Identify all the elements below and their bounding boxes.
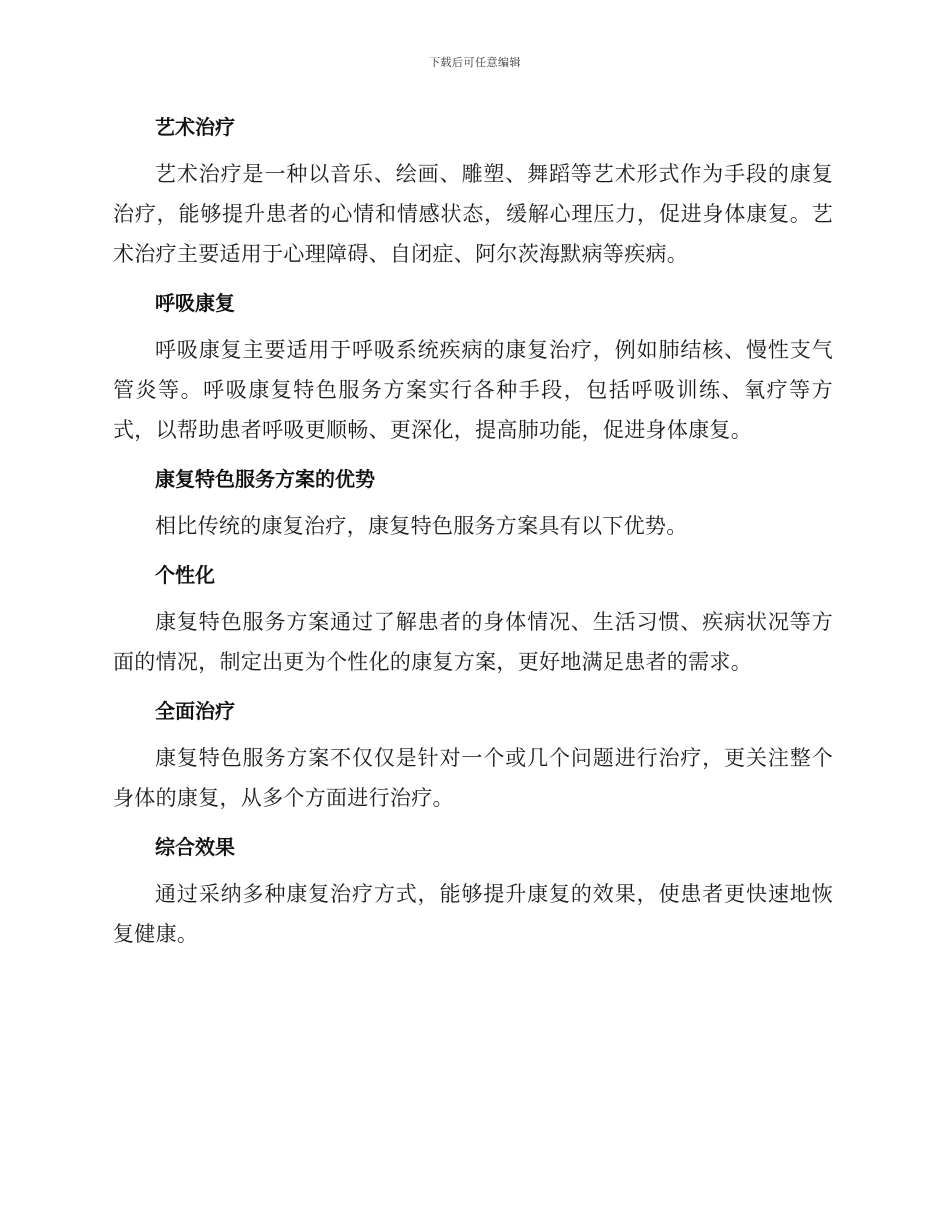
section-combined-effect	[113, 830, 833, 954]
section-heading: 个性化	[155, 563, 215, 587]
section-heading: 呼吸康复	[155, 291, 235, 315]
section-heading: 康复特色服务方案的优势	[155, 467, 375, 491]
section-paragraph: 康复特色服务方案不仅仅是针对一个或几个问题进行治疗，更关注整个身体的康复，从多个方面进行治疗。	[113, 746, 833, 810]
section-heading: 艺术治疗	[155, 115, 235, 139]
document-body	[113, 110, 833, 966]
section-advantages	[113, 462, 833, 546]
section-comprehensive-treatment	[113, 694, 833, 818]
section-respiratory-rehab	[113, 286, 833, 450]
section-paragraph: 通过采纳多种康复治疗方式，能够提升康复的效果，使患者更快速地恢复健康。	[113, 882, 833, 946]
section-personalization	[113, 558, 833, 682]
section-heading: 综合效果	[155, 835, 235, 859]
section-paragraph: 相比传统的康复治疗，康复特色服务方案具有以下优势。	[155, 514, 688, 538]
section-art-therapy	[113, 110, 833, 274]
section-heading: 全面治疗	[155, 699, 235, 723]
page-header: 下载后可任意编辑	[429, 56, 521, 69]
section-paragraph: 艺术治疗是一种以音乐、绘画、雕塑、舞蹈等艺术形式作为手段的康复治疗，能够提升患者的心情和情感状态，缓解心理压力，促进身体康复。艺术治疗主要适用于心理障碍、自闭症、阿尔茨海默病等疾病。	[113, 162, 833, 266]
section-paragraph: 康复特色服务方案通过了解患者的身体情况、生活习惯、疾病状况等方面的情况，制定出更为个性化的康复方案，更好地满足患者的需求。	[113, 610, 833, 674]
section-paragraph: 呼吸康复主要适用于呼吸系统疾病的康复治疗，例如肺结核、慢性支气管炎等。呼吸康复特色服务方案实行各种手段，包括呼吸训练、氧疗等方式，以帮助患者呼吸更顺畅、更深化，提高肺功能，促进身体康复。	[113, 338, 833, 442]
